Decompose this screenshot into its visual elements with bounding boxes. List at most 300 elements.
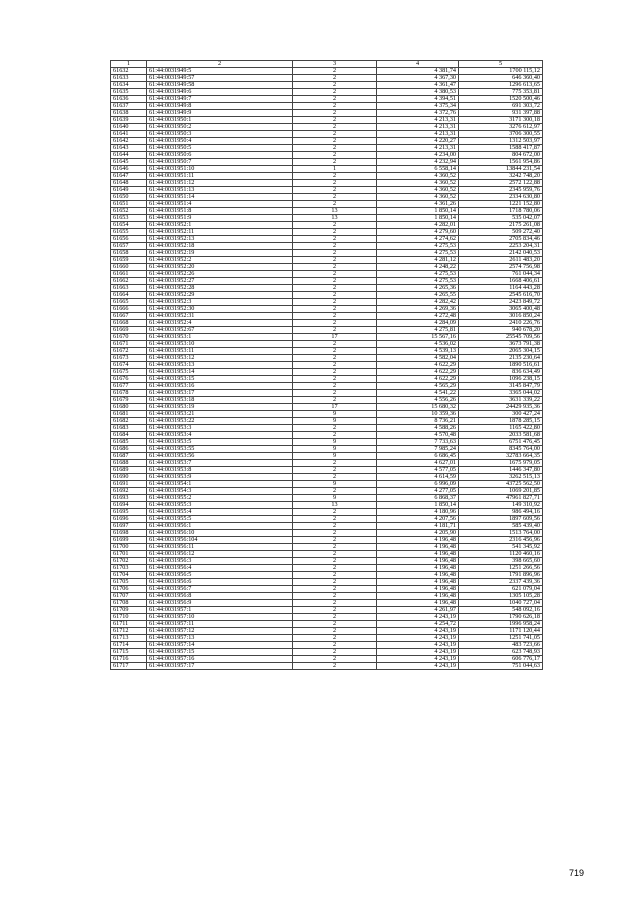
table-row: [111, 649, 543, 656]
row-number-cell: 61682: [111, 418, 147, 425]
specific-value-cell: 15 680,32: [377, 404, 459, 411]
group-cell: 2: [293, 432, 377, 439]
cadastral-value-cell: 1790 626,18: [459, 614, 543, 621]
cadastral-number-cell: 61:44:0031953:22: [147, 418, 293, 425]
group-cell: 2: [293, 131, 377, 138]
cadastral-number-cell: 61:44:0031956:8: [147, 593, 293, 600]
group-cell: 2: [293, 306, 377, 313]
specific-value-cell: 4 196,48: [377, 565, 459, 572]
cadastral-value-cell: 2611 483,20: [459, 257, 543, 264]
table-row: [111, 299, 543, 306]
row-number-cell: 61697: [111, 523, 147, 530]
group-cell: 2: [293, 320, 377, 327]
table-row: [111, 117, 543, 124]
row-number-cell: 61651: [111, 201, 147, 208]
cadastral-number-cell: 61:44:0031953:13: [147, 362, 293, 369]
cadastral-value-cell: 2337 439,36: [459, 579, 543, 586]
cadastral-value-cell: 6751 476,45: [459, 439, 543, 446]
row-number-cell: 61715: [111, 649, 147, 656]
cadastral-number-cell: 61:44:0031950:6: [147, 152, 293, 159]
specific-value-cell: 7 733,63: [377, 439, 459, 446]
row-number-cell: 61693: [111, 495, 147, 502]
row-number-cell: 61712: [111, 628, 147, 635]
cadastral-number-cell: 61:44:0031953:15: [147, 376, 293, 383]
table-row: [111, 103, 543, 110]
table-row: [111, 453, 543, 460]
group-cell: 2: [293, 285, 377, 292]
specific-value-cell: 4 220,27: [377, 138, 459, 145]
table-row: [111, 327, 543, 334]
row-number-cell: 61684: [111, 432, 147, 439]
specific-value-cell: 4 274,62: [377, 236, 459, 243]
cadastral-value-cell: 1312 503,97: [459, 138, 543, 145]
specific-value-cell: 8 736,21: [377, 418, 459, 425]
cadastral-value-cell: 1120 460,16: [459, 551, 543, 558]
column-number-row: [111, 61, 543, 68]
cadastral-value-cell: 2334 630,80: [459, 194, 543, 201]
cadastral-number-cell: 61:44:0031953:5: [147, 439, 293, 446]
table-row: [111, 614, 543, 621]
cadastral-number-cell: 61:44:0031951:14: [147, 194, 293, 201]
cadastral-value-cell: 1096 238,15: [459, 376, 543, 383]
table-row: [111, 222, 543, 229]
page-number: 719: [568, 868, 584, 878]
cadastral-number-cell: 61:44:0031956:7: [147, 586, 293, 593]
table-row: [111, 579, 543, 586]
table-row: [111, 565, 543, 572]
specific-value-cell: 4 275,53: [377, 243, 459, 250]
specific-value-cell: 4 196,48: [377, 544, 459, 551]
cadastral-number-cell: 61:44:0031953:17: [147, 390, 293, 397]
row-number-cell: 61691: [111, 481, 147, 488]
row-number-cell: 61677: [111, 383, 147, 390]
cadastral-value-cell: 2253 204,31: [459, 243, 543, 250]
cadastral-number-cell: 61:44:0031956:11: [147, 544, 293, 551]
table-row: [111, 110, 543, 117]
group-cell: 2: [293, 544, 377, 551]
cadastral-value-cell: 1878 285,15: [459, 418, 543, 425]
row-number-cell: 61702: [111, 558, 147, 565]
cadastral-number-cell: 61:44:0031952:19: [147, 250, 293, 257]
group-cell: 1: [293, 166, 377, 173]
specific-value-cell: 4 196,48: [377, 600, 459, 607]
specific-value-cell: 4 588,26: [377, 425, 459, 432]
row-number-cell: 61709: [111, 607, 147, 614]
specific-value-cell: 4 275,53: [377, 250, 459, 257]
table-row: [111, 75, 543, 82]
cadastral-number-cell: 61:44:0031952:4: [147, 320, 293, 327]
specific-value-cell: 4 243,19: [377, 663, 459, 670]
group-cell: 2: [293, 369, 377, 376]
cadastral-value-cell: 43725 562,50: [459, 481, 543, 488]
table-row: [111, 257, 543, 264]
specific-value-cell: 4 275,53: [377, 278, 459, 285]
group-cell: 13: [293, 215, 377, 222]
cadastral-value-cell: 8345 764,00: [459, 446, 543, 453]
row-number-cell: 61636: [111, 96, 147, 103]
group-cell: 2: [293, 222, 377, 229]
table-row: [111, 607, 543, 614]
cadastral-value-cell: 1668 406,61: [459, 278, 543, 285]
group-cell: 2: [293, 152, 377, 159]
group-cell: 2: [293, 292, 377, 299]
table-row: [111, 523, 543, 530]
specific-value-cell: 4 282,01: [377, 222, 459, 229]
cadastral-value-cell: 691 303,72: [459, 103, 543, 110]
group-cell: 2: [293, 383, 377, 390]
table-row: [111, 621, 543, 628]
specific-value-cell: 4 213,31: [377, 117, 459, 124]
table-row: [111, 355, 543, 362]
cadastral-value-cell: 621 079,04: [459, 586, 543, 593]
cadastral-number-cell: 61:44:0031952:31: [147, 313, 293, 320]
group-cell: 2: [293, 551, 377, 558]
row-number-cell: 61676: [111, 376, 147, 383]
cadastral-number-cell: 61:44:0031953:7: [147, 460, 293, 467]
table-row: [111, 264, 543, 271]
row-number-cell: 61708: [111, 600, 147, 607]
row-number-cell: 61699: [111, 537, 147, 544]
cadastral-number-cell: 61:44:0031949:8: [147, 103, 293, 110]
cadastral-value-cell: 3171 300,18: [459, 117, 543, 124]
cadastral-number-cell: 61:44:0031952:18: [147, 243, 293, 250]
row-number-cell: 61716: [111, 656, 147, 663]
row-number-cell: 61637: [111, 103, 147, 110]
table-row: [111, 243, 543, 250]
cadastral-number-cell: 61:44:0031951:12: [147, 180, 293, 187]
specific-value-cell: 4 281,12: [377, 257, 459, 264]
cadastral-value-cell: 2065 304,15: [459, 348, 543, 355]
group-cell: 13: [293, 208, 377, 215]
table-row: [111, 131, 543, 138]
cadastral-number-cell: 61:44:0031951:9: [147, 215, 293, 222]
group-cell: 2: [293, 488, 377, 495]
table-row: [111, 194, 543, 201]
cadastral-number-cell: 61:44:0031953:19: [147, 404, 293, 411]
cadastral-value-cell: 2574 756,98: [459, 264, 543, 271]
group-cell: 2: [293, 425, 377, 432]
row-number-cell: 61681: [111, 411, 147, 418]
specific-value-cell: 4 360,52: [377, 194, 459, 201]
cadastral-value-cell: 1513 764,00: [459, 530, 543, 537]
specific-value-cell: 4 279,60: [377, 229, 459, 236]
cadastral-number-cell: 61:44:0031957:10: [147, 614, 293, 621]
table-row: [111, 138, 543, 145]
group-cell: 2: [293, 614, 377, 621]
row-number-cell: 61638: [111, 110, 147, 117]
table-row: [111, 89, 543, 96]
cadastral-value-cell: 1890 516,61: [459, 362, 543, 369]
cadastral-value-cell: 1897 609,56: [459, 516, 543, 523]
group-cell: 2: [293, 194, 377, 201]
cadastral-value-cell: 2705 834,46: [459, 236, 543, 243]
group-cell: 2: [293, 656, 377, 663]
group-cell: 2: [293, 516, 377, 523]
column-header-2: 2: [147, 61, 293, 68]
specific-value-cell: 4 275,53: [377, 271, 459, 278]
table-row: [111, 292, 543, 299]
column-header-4: 4: [377, 61, 459, 68]
group-cell: 2: [293, 579, 377, 586]
cadastral-number-cell: 61:44:0031951:13: [147, 187, 293, 194]
specific-value-cell: 4 361,47: [377, 82, 459, 89]
table-row: [111, 425, 543, 432]
cadastral-number-cell: 61:44:0031956:104: [147, 537, 293, 544]
cadastral-value-cell: 3262 515,13: [459, 474, 543, 481]
cadastral-value-cell: 1171 120,44: [459, 628, 543, 635]
group-cell: 2: [293, 313, 377, 320]
specific-value-cell: 4 243,19: [377, 642, 459, 649]
row-number-cell: 61646: [111, 166, 147, 173]
cadastral-number-cell: 61:44:0031951:8: [147, 208, 293, 215]
table-row: [111, 635, 543, 642]
group-cell: 2: [293, 509, 377, 516]
table-row: [111, 215, 543, 222]
cadastral-value-cell: 623 748,93: [459, 649, 543, 656]
cadastral-number-cell: 61:44:0031955:4: [147, 509, 293, 516]
cadastral-value-cell: 836 634,49: [459, 369, 543, 376]
cadastral-value-cell: 47961 827,71: [459, 495, 543, 502]
table-row: [111, 656, 543, 663]
cadastral-number-cell: 61:44:0031953:10: [147, 341, 293, 348]
cadastral-value-cell: 606 776,17: [459, 656, 543, 663]
cadastral-value-cell: 1996 958,24: [459, 621, 543, 628]
table-row: [111, 250, 543, 257]
cadastral-number-cell: 61:44:0031949:57: [147, 75, 293, 82]
table-row: [111, 628, 543, 635]
cadastral-value-cell: 1305 105,28: [459, 593, 543, 600]
table-row: [111, 593, 543, 600]
cadastral-number-cell: 61:44:0031956:4: [147, 565, 293, 572]
cadastral-value-cell: 398 665,60: [459, 558, 543, 565]
cadastral-number-cell: 61:44:0031950:3: [147, 131, 293, 138]
group-cell: 2: [293, 68, 377, 75]
specific-value-cell: 15 567,16: [377, 334, 459, 341]
table-row: [111, 152, 543, 159]
table-row: [111, 362, 543, 369]
column-header-5: 5: [459, 61, 543, 68]
cadastral-value-cell: 1164 443,28: [459, 285, 543, 292]
cadastral-value-cell: 1718 780,06: [459, 208, 543, 215]
row-number-cell: 61717: [111, 663, 147, 670]
cadastral-number-cell: 61:44:0031952:3: [147, 299, 293, 306]
specific-value-cell: 6 686,45: [377, 453, 459, 460]
group-cell: 2: [293, 460, 377, 467]
specific-value-cell: 4 196,48: [377, 537, 459, 544]
specific-value-cell: 1 850,14: [377, 208, 459, 215]
specific-value-cell: 1 850,14: [377, 215, 459, 222]
table-row: [111, 509, 543, 516]
cadastral-value-cell: 2572 122,88: [459, 180, 543, 187]
specific-value-cell: 4 213,31: [377, 145, 459, 152]
group-cell: 9: [293, 418, 377, 425]
table-row: [111, 201, 543, 208]
group-cell: 2: [293, 593, 377, 600]
cadastral-number-cell: 61:44:0031953:56: [147, 453, 293, 460]
table-row: [111, 173, 543, 180]
table-row: [111, 586, 543, 593]
cadastral-value-cell: 1561 954,86: [459, 159, 543, 166]
group-cell: 2: [293, 467, 377, 474]
specific-value-cell: 4 180,96: [377, 509, 459, 516]
row-number-cell: 61653: [111, 215, 147, 222]
cadastral-value-cell: 2135 230,64: [459, 355, 543, 362]
table-row: [111, 502, 543, 509]
group-cell: 9: [293, 481, 377, 488]
cadastral-value-cell: 3145 847,79: [459, 383, 543, 390]
specific-value-cell: 4 622,29: [377, 376, 459, 383]
group-cell: 2: [293, 600, 377, 607]
cadastral-number-cell: 61:44:0031954:3: [147, 488, 293, 495]
cadastral-number-cell: 61:44:0031956:9: [147, 600, 293, 607]
cadastral-value-cell: 13844 231,54: [459, 166, 543, 173]
cadastral-number-cell: 61:44:0031951:4: [147, 201, 293, 208]
cadastral-value-cell: 804 672,00: [459, 152, 543, 159]
table-row: [111, 229, 543, 236]
group-cell: 2: [293, 628, 377, 635]
group-cell: 2: [293, 341, 377, 348]
table-row: [111, 558, 543, 565]
group-cell: 2: [293, 621, 377, 628]
specific-value-cell: 4 577,05: [377, 467, 459, 474]
row-number-cell: 61703: [111, 565, 147, 572]
row-number-cell: 61675: [111, 369, 147, 376]
specific-value-cell: 4 394,51: [377, 96, 459, 103]
specific-value-cell: 4 196,48: [377, 551, 459, 558]
cadastral-number-cell: 61:44:0031950:7: [147, 159, 293, 166]
cadastral-value-cell: 541 345,92: [459, 544, 543, 551]
group-cell: 2: [293, 271, 377, 278]
specific-value-cell: 4 243,19: [377, 628, 459, 635]
cadastral-number-cell: 61:44:0031949:6: [147, 89, 293, 96]
cadastral-value-cell: 3631 339,22: [459, 397, 543, 404]
specific-value-cell: 4 622,29: [377, 369, 459, 376]
cadastral-value-cell: 2545 616,70: [459, 292, 543, 299]
row-number-cell: 61662: [111, 278, 147, 285]
cadastral-number-cell: 61:44:0031955:5: [147, 516, 293, 523]
cadastral-value-table: [110, 60, 543, 670]
table-row: [111, 82, 543, 89]
row-number-cell: 61650: [111, 194, 147, 201]
cadastral-value-cell: 2423 849,72: [459, 299, 543, 306]
row-number-cell: 61632: [111, 68, 147, 75]
specific-value-cell: 7 985,24: [377, 446, 459, 453]
row-number-cell: 61661: [111, 271, 147, 278]
specific-value-cell: 4 243,19: [377, 614, 459, 621]
row-number-cell: 61710: [111, 614, 147, 621]
specific-value-cell: 4 248,22: [377, 264, 459, 271]
specific-value-cell: 4 213,31: [377, 124, 459, 131]
row-number-cell: 61683: [111, 425, 147, 432]
row-number-cell: 61633: [111, 75, 147, 82]
row-number-cell: 61713: [111, 635, 147, 642]
row-number-cell: 61671: [111, 341, 147, 348]
row-number-cell: 61680: [111, 404, 147, 411]
group-cell: 2: [293, 537, 377, 544]
table-row: [111, 446, 543, 453]
specific-value-cell: 4 213,31: [377, 131, 459, 138]
cadastral-number-cell: 61:44:0031953:21: [147, 411, 293, 418]
cadastral-value-cell: 2142 040,53: [459, 250, 543, 257]
row-number-cell: 61669: [111, 327, 147, 334]
specific-value-cell: 4 622,29: [377, 362, 459, 369]
table-row: [111, 460, 543, 467]
row-number-cell: 61714: [111, 642, 147, 649]
row-number-cell: 61665: [111, 299, 147, 306]
group-cell: 9: [293, 411, 377, 418]
table-row: [111, 404, 543, 411]
specific-value-cell: 4 261,97: [377, 607, 459, 614]
cadastral-value-cell: 548 092,16: [459, 607, 543, 614]
specific-value-cell: 4 181,71: [377, 523, 459, 530]
row-number-cell: 61673: [111, 355, 147, 362]
group-cell: 2: [293, 530, 377, 537]
row-number-cell: 61634: [111, 82, 147, 89]
cadastral-value-cell: 986 494,16: [459, 509, 543, 516]
row-number-cell: 61672: [111, 348, 147, 355]
cadastral-value-cell: 2345 959,76: [459, 187, 543, 194]
row-number-cell: 61694: [111, 502, 147, 509]
specific-value-cell: 4 275,81: [377, 327, 459, 334]
specific-value-cell: 4 360,52: [377, 180, 459, 187]
cadastral-number-cell: 61:44:0031953:18: [147, 397, 293, 404]
table-row: [111, 187, 543, 194]
cadastral-number-cell: 61:44:0031953:11: [147, 348, 293, 355]
cadastral-number-cell: 61:44:0031953:55: [147, 446, 293, 453]
group-cell: 2: [293, 159, 377, 166]
cadastral-number-cell: 61:44:0031949:5: [147, 68, 293, 75]
row-number-cell: 61647: [111, 173, 147, 180]
table-row: [111, 236, 543, 243]
cadastral-number-cell: 61:44:0031956:10: [147, 530, 293, 537]
cadastral-value-cell: 775 353,81: [459, 89, 543, 96]
cadastral-number-cell: 61:44:0031956:3: [147, 558, 293, 565]
specific-value-cell: 4 556,26: [377, 397, 459, 404]
cadastral-number-cell: 61:44:0031954:1: [147, 481, 293, 488]
row-number-cell: 61711: [111, 621, 147, 628]
specific-value-cell: 4 207,56: [377, 516, 459, 523]
group-cell: 2: [293, 82, 377, 89]
table-row: [111, 166, 543, 173]
group-cell: 2: [293, 138, 377, 145]
cadastral-number-cell: 61:44:0031952:28: [147, 285, 293, 292]
table-row: [111, 159, 543, 166]
group-cell: 2: [293, 257, 377, 264]
specific-value-cell: 1 850,14: [377, 502, 459, 509]
row-number-cell: 61705: [111, 579, 147, 586]
specific-value-cell: 4 380,53: [377, 89, 459, 96]
group-cell: 9: [293, 439, 377, 446]
group-cell: 2: [293, 187, 377, 194]
cadastral-number-cell: 61:44:0031953:14: [147, 369, 293, 376]
specific-value-cell: 4 570,48: [377, 432, 459, 439]
cadastral-value-cell: 751 044,63: [459, 663, 543, 670]
group-cell: 2: [293, 649, 377, 656]
cadastral-number-cell: 61:44:0031952:11: [147, 229, 293, 236]
cadastral-value-cell: 1520 500,46: [459, 96, 543, 103]
table-row: [111, 481, 543, 488]
cadastral-value-cell: 1069 201,85: [459, 488, 543, 495]
group-cell: 2: [293, 229, 377, 236]
cadastral-number-cell: 61:44:0031956:12: [147, 551, 293, 558]
specific-value-cell: 4 282,42: [377, 299, 459, 306]
table-row: [111, 432, 543, 439]
cadastral-value-cell: 3016 850,24: [459, 313, 543, 320]
specific-value-cell: 4 360,52: [377, 173, 459, 180]
row-number-cell: 61690: [111, 474, 147, 481]
cadastral-value-cell: 2175 261,08: [459, 222, 543, 229]
row-number-cell: 61674: [111, 362, 147, 369]
